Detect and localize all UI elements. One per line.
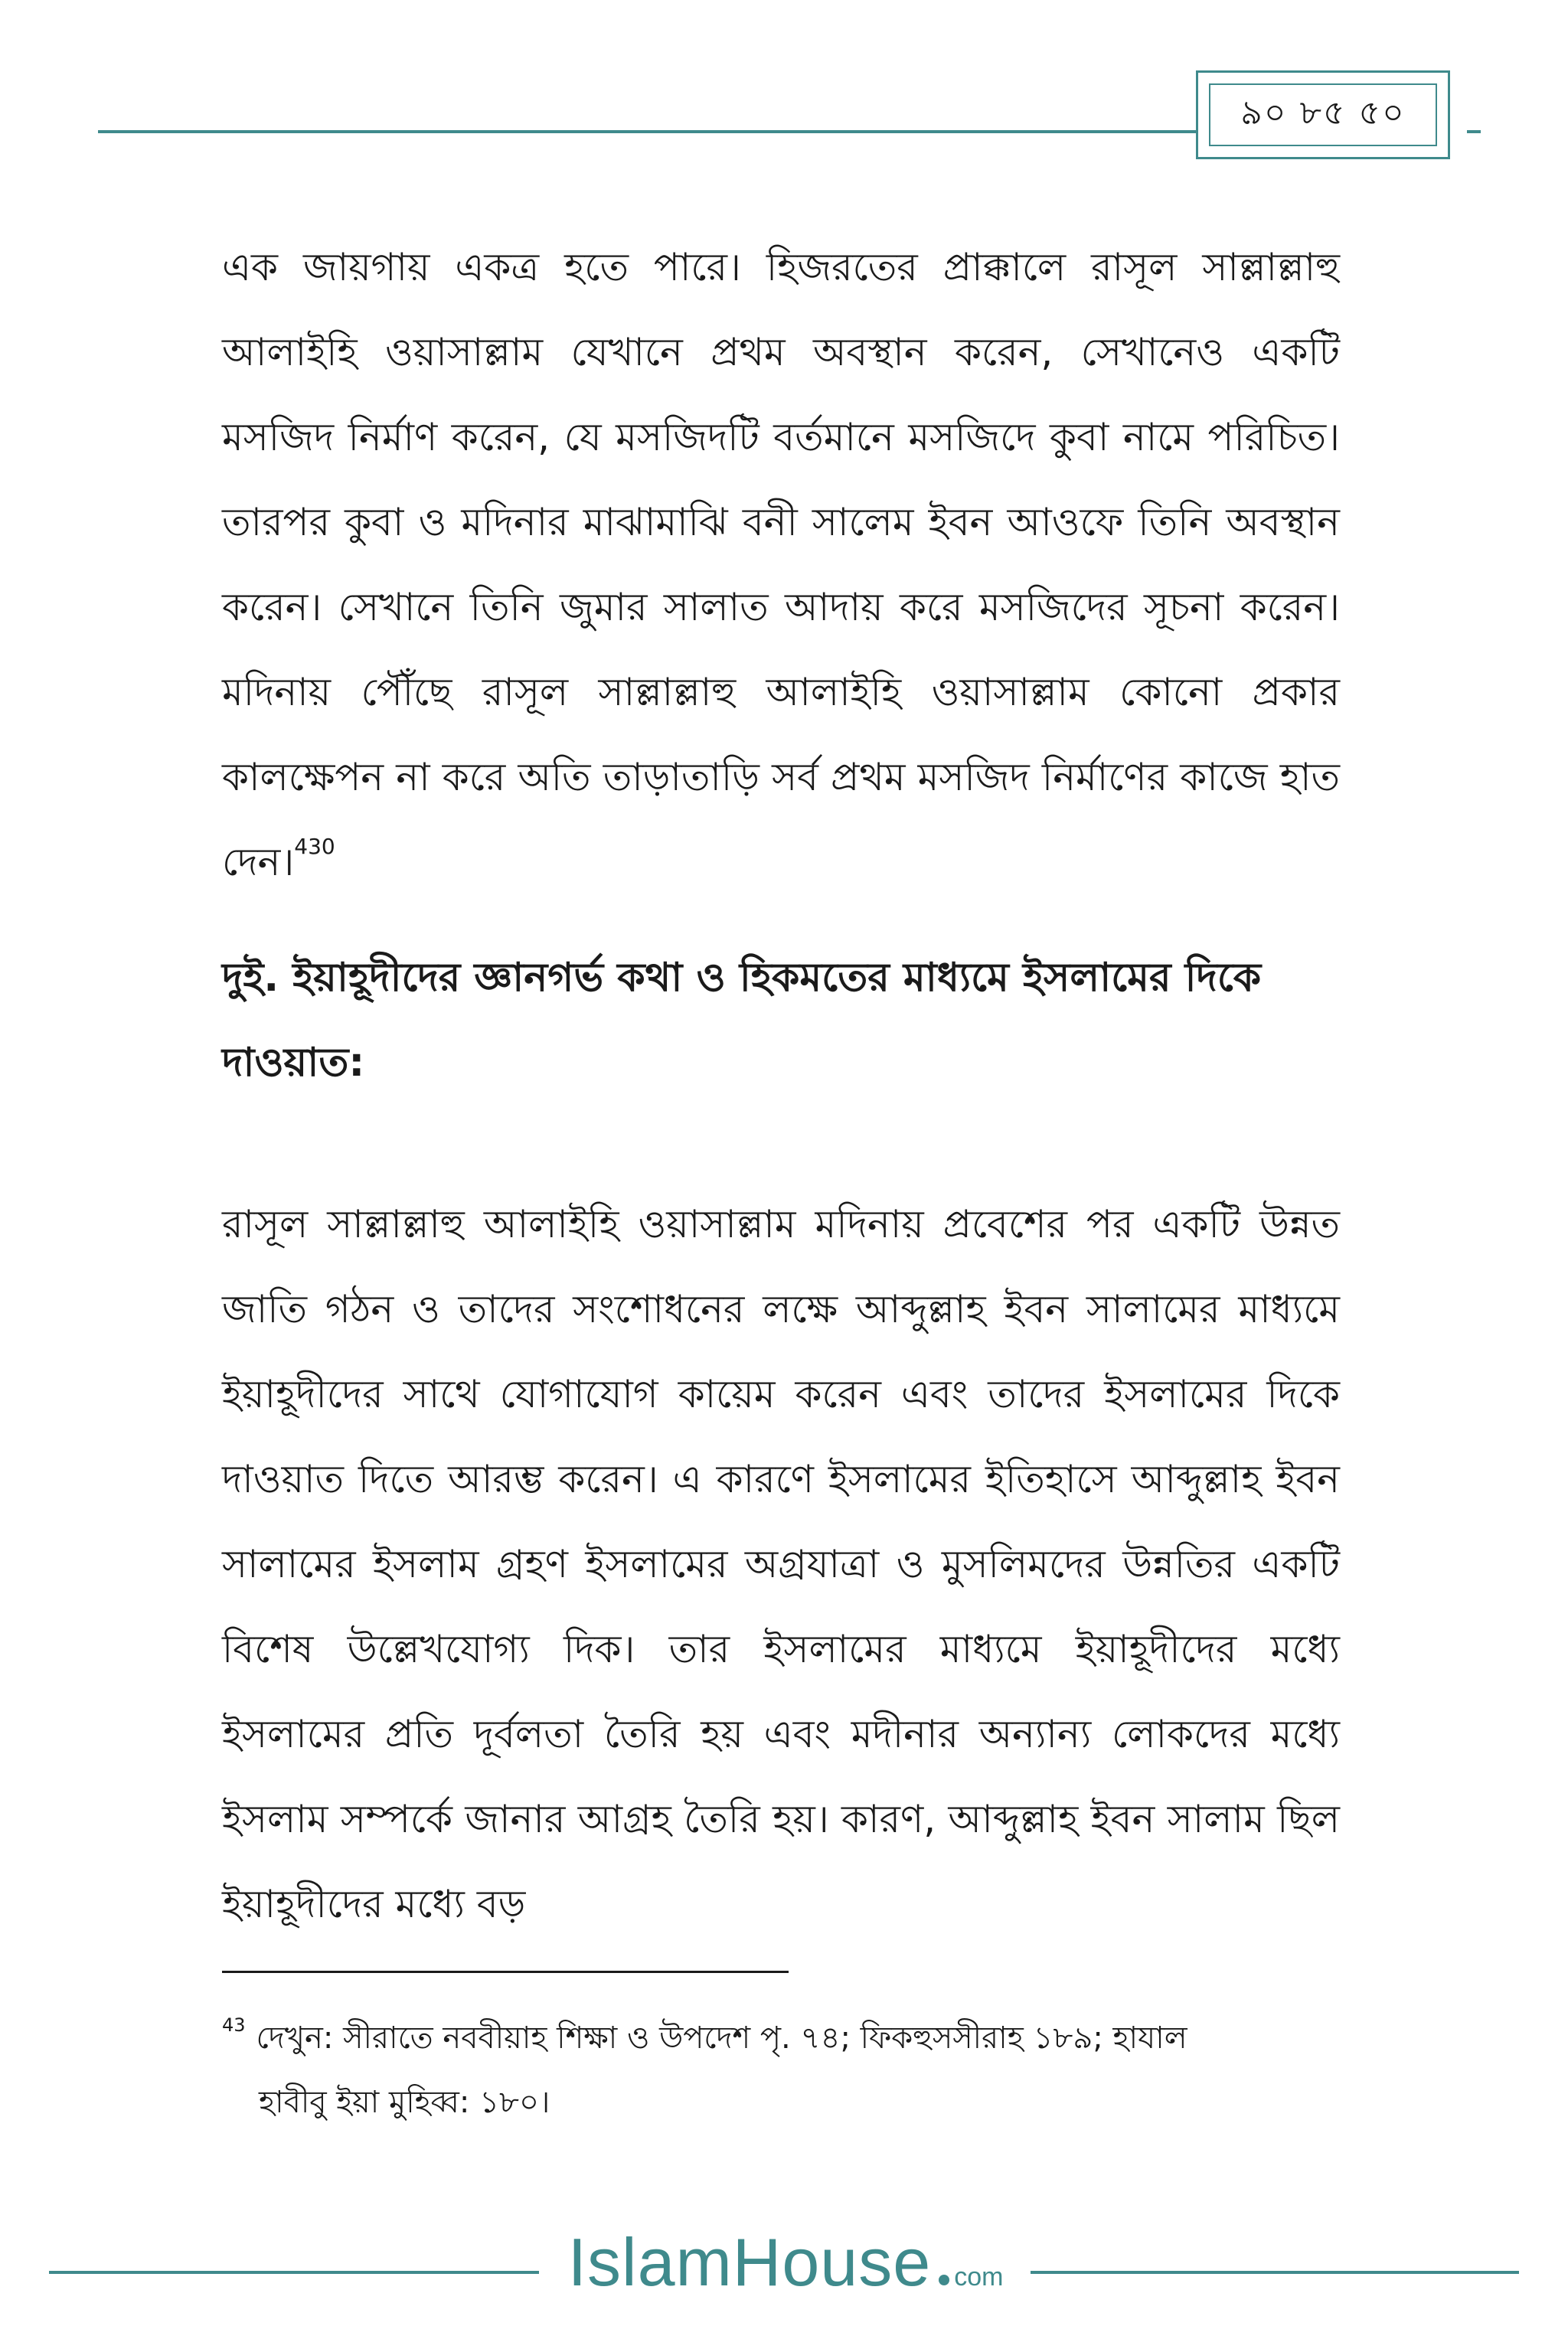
section-heading: দুই. ইয়াহূদীদের জ্ঞানগর্ভ কথা ও হিকমতের মাধ্যমে ইসলামের দিকে দাওয়াত: [222, 955, 1262, 1086]
body-paragraph: রাসূল সাল্লাল্লাহু আলাইহি ওয়াসাল্লাম মদিনায় প্রবেশের পর একটি উন্নত জাতি গঠন ও তাদের সংশোধনের লক্ষে আব্দুল্লাহ ইবন সালামের মাধ্যমে ইয়াহূদীদের সাথে যোগাযোগ কায়েম করেন এবং তাদের ইসলামের দিকে দাওয়াত দিতে আরম্ভ করেন। এ কারণে ইসলামের ইতিহাসে আব্দুল্লাহ ইবন সালামের ইসলাম গ্রহণ ইসলামের অগ্রযাত্রা ও মুসলিমদের উন্নতির একটি বিশেষ উল্লেখযোগ্য দিক। তার ইসলামের মাধ্যমে ইয়াহূদীদের মধ্যে ইসলামের প্রতি দূর্বলতা তৈরি হয় এবং মদীনার অন্যান্য লোকদের মধ্যে ইসলাম সম্পর্কে জানার আগ্রহ তৈরি হয়। কারণ, আব্দুল্লাহ ইবন সালাম ছিল ইয়াহূদীদের মধ্যে বড় [222, 1202, 1340, 1926]
footnote-text-line-1: দেখুন: সীরাতে নববীয়াহ শিক্ষা ও উপদেশ পৃ. ৭৪; ফিকহুসসীরাহ ১৮৯; হাযাল [256, 2020, 1187, 2056]
header-rule-tail [1467, 130, 1481, 133]
page-number-frame [1196, 70, 1450, 159]
footnote-text-line-2: হাবীবু ইয়া মুহিব্ব: ১৮০। [259, 2085, 550, 2120]
footnote-reference[interactable]: 430 [294, 834, 335, 859]
footer-rule-right [1031, 2271, 1519, 2274]
footnote [222, 2006, 1340, 2135]
footer-rule-left [49, 2271, 539, 2274]
footnote-separator [222, 1971, 789, 1973]
page-number: ৯০ ৮৫ ৫০ [1209, 83, 1437, 146]
brand-logo[interactable] [541, 2223, 1031, 2315]
brand-tld: com [954, 2262, 1004, 2292]
footnote-number: 43 [222, 2014, 246, 2036]
brand-dot-icon [939, 2275, 949, 2285]
body-paragraph [222, 225, 1340, 905]
brand-name: IslamHouse [567, 2224, 932, 2300]
paragraph-text: এক জায়গায় একত্র হতে পারে। হিজরতের প্রাক্কালে রাসূল সাল্লাল্লাহু আলাইহি ওয়াসাল্লাম যেখানে প্রথম অবস্থান করেন, সেখানেও একটি মসজিদ নির্মাণ করেন, যে মসজিদটি বর্তমানে মসজিদে কুবা নামে পরিচিত। তারপর কুবা ও মদিনার মাঝামাঝি বনী সালেম ইবন আওফে তিনি অবস্থান করেন। সেখানে তিনি জুমার সালাত আদায় করে মসজিদের সূচনা করেন। মদিনায় পৌঁছে রাসূল সাল্লাল্লাহু আলাইহি ওয়াসাল্লাম কোনো প্রকার কালক্ষেপন না করে অতি তাড়াতাড়ি সর্ব প্রথম মসজিদ নির্মাণের কাজে হাত দেন। [222, 245, 1340, 884]
header-rule [98, 130, 1200, 133]
